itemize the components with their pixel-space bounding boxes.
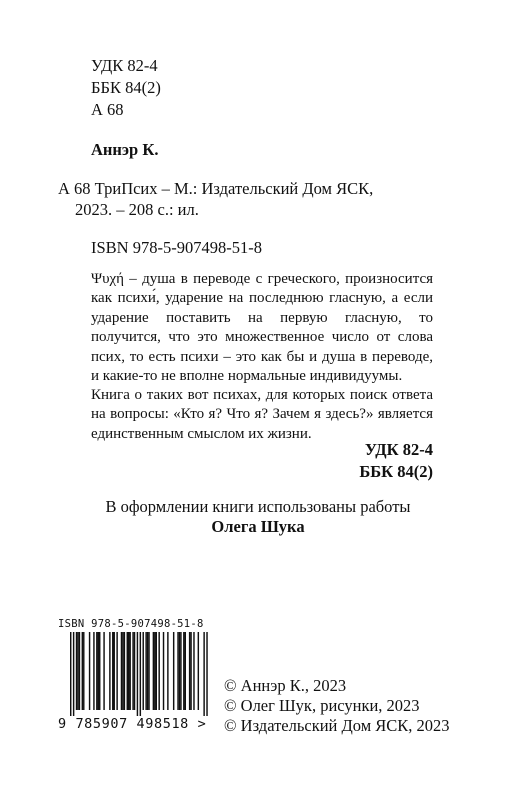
barcode-bar <box>76 632 77 710</box>
bib-entry-line1: А 68 ТриПсих – М.: Издательский Дом ЯСК, <box>58 179 374 198</box>
barcode-bar <box>116 632 117 710</box>
barcode-bar <box>190 632 191 710</box>
barcode-bar <box>183 632 184 710</box>
barcode-bar <box>109 632 110 710</box>
barcode-bar <box>93 632 94 710</box>
isbn-line: ISBN 978-5-907498-51-8 <box>91 238 262 257</box>
barcode-bar <box>77 632 78 710</box>
barcode-bar <box>154 632 155 710</box>
barcode-bar <box>189 632 190 710</box>
bib-entry-line2: 2023. – 208 с.: ил. <box>75 200 199 219</box>
barcode-bar <box>114 632 115 710</box>
barcode-bar <box>124 632 125 710</box>
copyright-line1: © Аннэр К., 2023 <box>224 676 347 695</box>
barcode-bars <box>58 632 208 716</box>
author-heading: Аннэр К. <box>91 140 159 159</box>
barcode-bar <box>121 632 122 710</box>
barcode-bar <box>127 632 128 710</box>
barcode-bar <box>96 632 97 710</box>
barcode-bar <box>153 632 154 710</box>
barcode-bar <box>89 632 90 710</box>
barcode-bar <box>145 632 146 710</box>
author-mark: А 68 <box>91 100 124 119</box>
barcode-bar <box>140 632 141 716</box>
barcode-bar <box>167 632 168 710</box>
barcode-bar <box>158 632 159 710</box>
barcode-bar <box>134 632 135 710</box>
credits-line1: В оформлении книги использованы работы <box>105 497 411 516</box>
barcode-bar <box>156 632 157 710</box>
barcode-bar <box>203 632 204 716</box>
bbk-code: ББК 84(2) <box>91 78 161 97</box>
udk-code-right: УДК 82-4 <box>364 440 433 459</box>
barcode-bar <box>206 632 207 716</box>
barcode-bar <box>103 632 104 710</box>
credits-line2: Олега Шука <box>211 517 305 536</box>
barcode-bar <box>185 632 186 710</box>
barcode-bar <box>99 632 100 710</box>
copyright-line2: © Олег Шук, рисунки, 2023 <box>224 696 420 715</box>
barcode-bar <box>193 632 194 710</box>
barcode-bar <box>148 632 149 710</box>
annotation-text-1: Ψυχή – душа в переводе с греческого, произносится как психи́, ударение на последнюю гласную, а если ударение поставить на первую гласную, то получится, что это множественное число от слова псих, то есть психи – это как бы и душа в переводе, и какие-то не вполне нормальные индивидуумы. <box>91 271 433 385</box>
barcode-bar <box>129 632 130 710</box>
bbk-code-right: ББК 84(2) <box>359 462 433 481</box>
barcode-bar <box>173 632 174 710</box>
copyright-line3: © Издательский Дом ЯСК, 2023 <box>224 716 450 735</box>
barcode-bar <box>70 632 71 716</box>
isbn-barcode <box>58 618 216 736</box>
barcode-bar <box>132 632 133 710</box>
barcode-digits: 9 785907 498518 > <box>58 716 207 732</box>
annotation-paragraph-1 <box>91 270 433 386</box>
barcode-bar <box>82 632 83 710</box>
barcode-bar <box>177 632 178 710</box>
barcode-isbn-label: ISBN 978-5-907498-51-8 <box>58 618 204 630</box>
barcode-bar <box>128 632 129 710</box>
barcode-bar <box>180 632 181 710</box>
barcode-bar <box>198 632 199 710</box>
barcode-bar <box>143 632 144 710</box>
barcode-bar <box>147 632 148 710</box>
barcode-bar <box>179 632 180 710</box>
barcode-bar <box>112 632 113 710</box>
barcode-bar <box>163 632 164 710</box>
annotation-text-2: Книга о таких вот психах, для которых поиск ответа на вопросы: «Кто я? Что я? Зачем я здесь?» является единственным смыслом их жизни. <box>91 387 433 442</box>
barcode-bar <box>79 632 80 710</box>
udk-code: УДК 82-4 <box>91 56 158 75</box>
barcode-bar <box>83 632 84 710</box>
annotation-paragraph-2 <box>91 386 433 444</box>
barcode-bar <box>73 632 74 716</box>
barcode-bar <box>137 632 138 716</box>
barcode-bar <box>122 632 123 710</box>
barcode-bar <box>98 632 99 710</box>
